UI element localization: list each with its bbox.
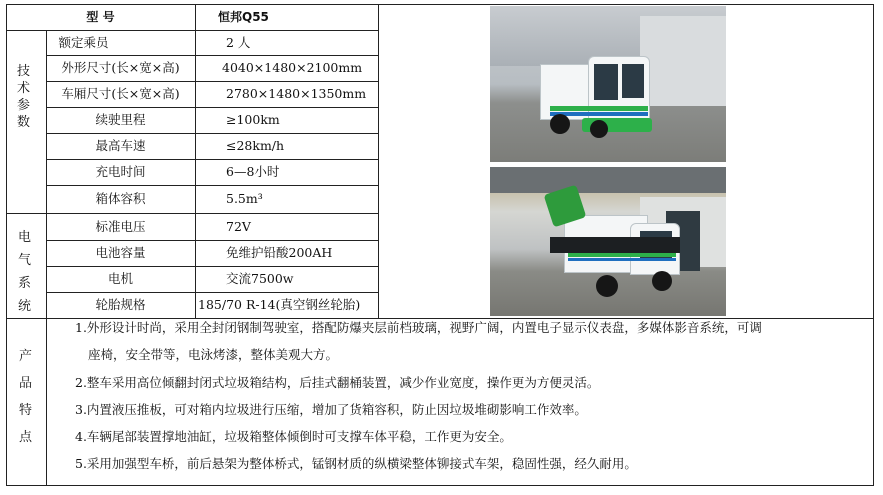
rule <box>195 4 196 318</box>
truck-photo-tipping <box>490 167 726 316</box>
spec-value: ≥100km <box>226 112 280 127</box>
spec-label: 最高车速 <box>95 138 146 153</box>
spec-value: ≤28km/h <box>226 138 285 153</box>
rule <box>6 213 378 214</box>
spec-value: 免维护铅酸200AH <box>226 245 333 260</box>
spec-value: 6—8小时 <box>226 164 280 179</box>
truck-photo-front <box>490 6 726 162</box>
rule <box>46 318 47 486</box>
rule <box>46 266 378 267</box>
section-electric: 电气系统 <box>18 230 32 314</box>
spec-value: 5.5m³ <box>226 191 263 206</box>
rule <box>46 240 378 241</box>
rule <box>46 159 378 160</box>
spec-value: 72V <box>226 219 251 234</box>
spec-label: 续驶里程 <box>95 112 146 127</box>
rule <box>46 292 378 293</box>
spec-label: 充电时间 <box>95 164 146 179</box>
feature-line: 2.整车采用高位倾翻封闭式垃圾箱结构，后挂式翻桶装置，减少作业宽度，操作更为方便灵活。 <box>75 375 600 390</box>
spec-value: 185/70 R-14(真空钢丝轮胎) <box>198 297 361 312</box>
rule <box>46 81 378 82</box>
spec-label: 电机 <box>107 271 133 286</box>
feature-line: 1.外形设计时尚，采用全封闭钢制驾驶室，搭配防爆夹层前档玻璃，视野广阔，内置电子显示仪表盘，多媒体影音系统，可调 <box>75 320 762 335</box>
spec-label: 车厢尺寸(长×宽×高) <box>61 86 180 101</box>
spec-value: 4040×1480×2100mm <box>222 60 363 75</box>
rule <box>46 107 378 108</box>
feature-line: 3.内置液压推板，可对箱内垃圾进行压缩，增加了货箱容积，防止因垃圾堆砌影响工作效率。 <box>75 402 587 417</box>
spec-value: 2 人 <box>226 35 251 50</box>
rule <box>46 185 378 186</box>
rule <box>6 318 874 319</box>
rule <box>46 133 378 134</box>
rule <box>378 4 379 318</box>
spec-value: 2780×1480×1350mm <box>226 86 367 101</box>
spec-label: 外形尺寸(长×宽×高) <box>61 60 180 75</box>
spec-label: 电池容量 <box>95 245 146 260</box>
spec-label: 箱体容积 <box>95 191 146 206</box>
feature-line: 4.车辆尾部装置撑地油缸，垃圾箱整体倾倒时可支撑车体平稳，工作更为安全。 <box>75 429 512 444</box>
section-features: 产品特点 <box>19 349 33 445</box>
feature-line: 座椅，安全带等，电泳烤漆，整体美观大方。 <box>88 347 339 362</box>
feature-line: 5.采用加强型车桥，前后悬架为整体桥式，锰钢材质的纵横梁整体铆接式车架，稳固性强，经久耐用。 <box>75 456 637 471</box>
spec-label: 标准电压 <box>95 219 146 234</box>
spec-value: 交流7500w <box>226 271 294 286</box>
spec-label: 轮胎规格 <box>95 297 146 312</box>
model-label: 型 号 <box>86 10 115 24</box>
rule <box>6 30 378 31</box>
rule <box>46 55 378 56</box>
spec-label: 额定乘员 <box>58 35 109 50</box>
model-value: 恒邦Q55 <box>218 10 269 24</box>
section-tech: 技术参数 <box>17 64 31 130</box>
